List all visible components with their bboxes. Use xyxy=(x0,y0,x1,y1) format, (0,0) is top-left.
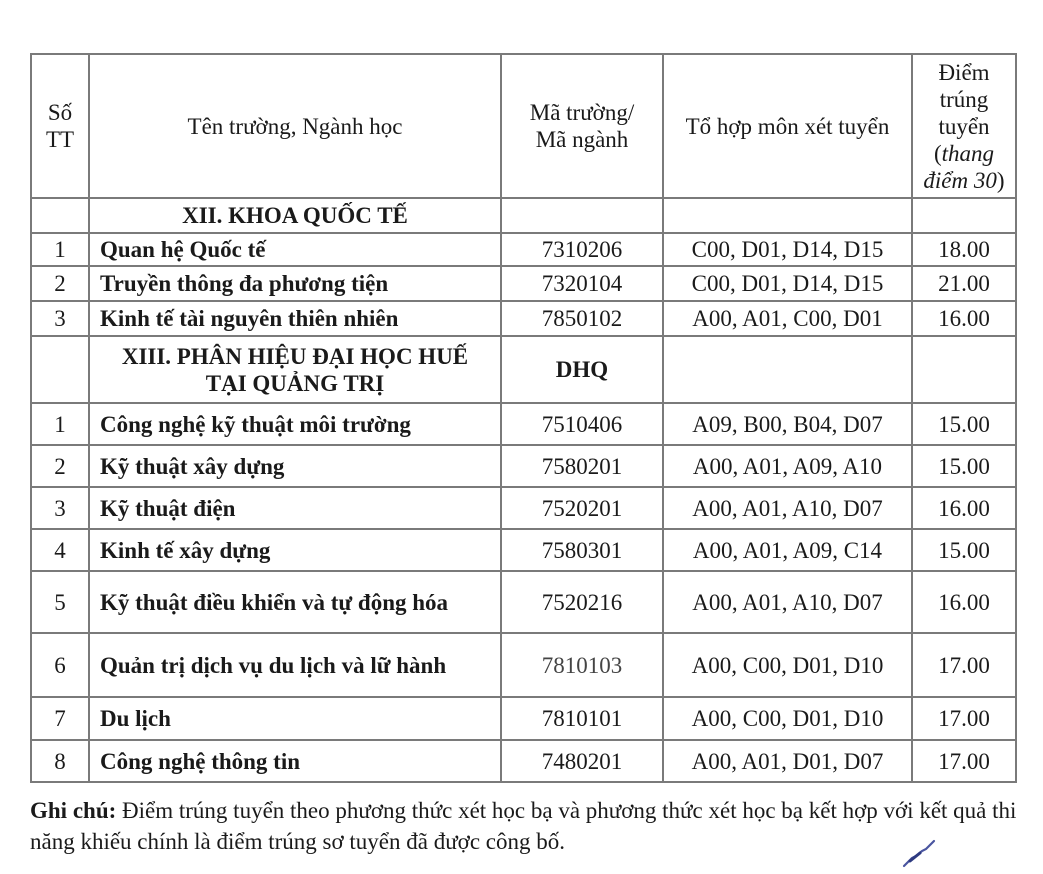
table-row xyxy=(31,403,1016,445)
row-score: 21.00 xyxy=(912,266,1016,301)
row-combo: A00, A01, C00, D01 xyxy=(663,301,912,336)
header-so-tt: Số TT xyxy=(31,54,89,198)
row-name: Du lịch xyxy=(89,697,501,740)
row-stt: 3 xyxy=(31,487,89,529)
row-combo: C00, D01, D14, D15 xyxy=(663,266,912,301)
row-score: 18.00 xyxy=(912,233,1016,266)
section-code: DHQ xyxy=(501,336,663,403)
row-name: Kỹ thuật xây dựng xyxy=(89,445,501,487)
row-code: 7510406 xyxy=(501,403,663,445)
header-ten-truong: Tên trường, Ngành học xyxy=(89,54,501,198)
header-ma-truong: Mã trường/ Mã ngành xyxy=(501,54,663,198)
row-code: 7580301 xyxy=(501,529,663,571)
row-score: 17.00 xyxy=(912,740,1016,782)
row-combo: A00, A01, A10, D07 xyxy=(663,487,912,529)
row-name: Truyền thông đa phương tiện xyxy=(89,266,501,301)
row-name: Kỹ thuật điện xyxy=(89,487,501,529)
row-code: 7810101 xyxy=(501,697,663,740)
row-code: 7310206 xyxy=(501,233,663,266)
row-stt: 3 xyxy=(31,301,89,336)
row-stt: 1 xyxy=(31,403,89,445)
table-row xyxy=(31,233,1016,266)
row-combo: A00, A01, A09, A10 xyxy=(663,445,912,487)
section-title: XIII. PHÂN HIỆU ĐẠI HỌC HUẾ TẠI QUẢNG TRỊ xyxy=(89,336,501,403)
row-name: Kinh tế tài nguyên thiên nhiên xyxy=(89,301,501,336)
row-stt: 8 xyxy=(31,740,89,782)
table-row xyxy=(31,740,1016,782)
table-row xyxy=(31,301,1016,336)
row-score: 15.00 xyxy=(912,403,1016,445)
footnote xyxy=(30,795,1020,857)
row-combo: A00, A01, A10, D07 xyxy=(663,571,912,633)
row-combo: A00, A01, A09, C14 xyxy=(663,529,912,571)
table-header-row xyxy=(31,54,1016,198)
row-stt: 6 xyxy=(31,633,89,697)
section-code xyxy=(501,198,663,233)
row-code: 7480201 xyxy=(501,740,663,782)
row-stt: 2 xyxy=(31,266,89,301)
section-row xyxy=(31,198,1016,233)
section-row xyxy=(31,336,1016,403)
table-row xyxy=(31,571,1016,633)
table-row xyxy=(31,487,1016,529)
row-score: 16.00 xyxy=(912,571,1016,633)
table-row xyxy=(31,697,1016,740)
row-stt: 1 xyxy=(31,233,89,266)
row-combo: A00, C00, D01, D10 xyxy=(663,633,912,697)
row-code: 7580201 xyxy=(501,445,663,487)
header-diem: Điểm trúng tuyển (thang điểm 30) xyxy=(912,54,1016,198)
row-score: 15.00 xyxy=(912,445,1016,487)
table-row xyxy=(31,445,1016,487)
row-code: 7850102 xyxy=(501,301,663,336)
row-stt: 7 xyxy=(31,697,89,740)
row-combo: C00, D01, D14, D15 xyxy=(663,233,912,266)
row-stt: 2 xyxy=(31,445,89,487)
row-score: 15.00 xyxy=(912,529,1016,571)
row-score: 16.00 xyxy=(912,301,1016,336)
row-score: 17.00 xyxy=(912,633,1016,697)
row-name: Quan hệ Quốc tế xyxy=(89,233,501,266)
footnote-label: Ghi chú: xyxy=(30,798,117,823)
table-row xyxy=(31,266,1016,301)
row-name: Công nghệ kỹ thuật môi trường xyxy=(89,403,501,445)
row-code: 7520201 xyxy=(501,487,663,529)
admission-score-table xyxy=(30,53,1017,783)
row-score: 16.00 xyxy=(912,487,1016,529)
signature-mark-icon xyxy=(900,838,940,868)
row-code: 7810103 xyxy=(501,633,663,697)
row-stt: 5 xyxy=(31,571,89,633)
row-name: Quản trị dịch vụ du lịch và lữ hành xyxy=(89,633,501,697)
section-title: XII. KHOA QUỐC TẾ xyxy=(89,198,501,233)
header-to-hop: Tổ hợp môn xét tuyển xyxy=(663,54,912,198)
row-name: Kinh tế xây dựng xyxy=(89,529,501,571)
row-combo: A00, C00, D01, D10 xyxy=(663,697,912,740)
row-name: Công nghệ thông tin xyxy=(89,740,501,782)
row-code: 7320104 xyxy=(501,266,663,301)
table-row xyxy=(31,529,1016,571)
row-code: 7520216 xyxy=(501,571,663,633)
table-row xyxy=(31,633,1016,697)
row-stt: 4 xyxy=(31,529,89,571)
row-combo: A09, B00, B04, D07 xyxy=(663,403,912,445)
footnote-text: Điểm trúng tuyển theo phương thức xét học bạ và phương thức xét học bạ kết hợp với kết quả thi năng khiếu chính là điểm trúng sơ tuyển đã được công bố. xyxy=(30,798,1017,854)
row-score: 17.00 xyxy=(912,697,1016,740)
row-combo: A00, A01, D01, D07 xyxy=(663,740,912,782)
row-name: Kỹ thuật điều khiển và tự động hóa xyxy=(89,571,501,633)
